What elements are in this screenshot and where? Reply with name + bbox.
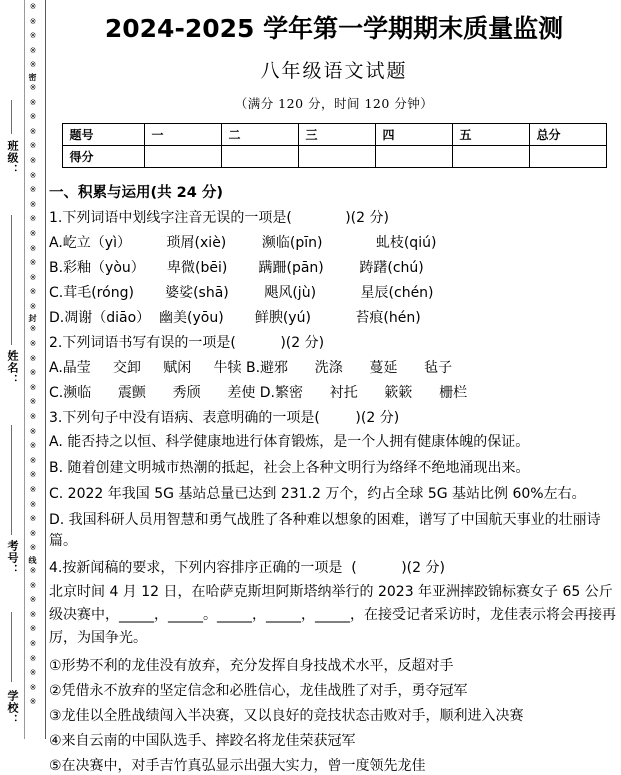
score-table-col-2: 二	[221, 124, 298, 146]
seal-mark-icon: ※	[29, 199, 37, 209]
margin-rule-3	[11, 425, 12, 535]
binding-margin	[0, 0, 46, 739]
question-2-stem: 2.下列词语书写有误的一项是( )(2 分)	[49, 335, 325, 351]
margin-rule-4	[11, 612, 12, 682]
seal-mark-icon: ※	[29, 126, 37, 136]
seal-mark-icon: ※	[29, 609, 37, 619]
score-table	[62, 123, 607, 168]
seal-mark-icon: ※	[29, 441, 37, 451]
seal-mark-icon: ※	[29, 60, 37, 70]
margin-rule-2	[11, 215, 12, 345]
question-3-option-a[interactable]: A. 能否持之以恒、科学健康地进行体育锻炼，是一个人拥有健康体魄的保证。	[49, 434, 530, 450]
score-cell-2[interactable]	[221, 146, 298, 168]
table-row-header	[62, 124, 606, 146]
seal-mark-icon: ※	[29, 45, 37, 55]
seal-mark-icon: ※	[29, 82, 37, 92]
question-1-option-a[interactable]: A.屹立（yì） 琐屑(xiè) 濒临(pīn) 虬枝(qiú)	[49, 235, 437, 251]
question-2-option-ab[interactable]: A.晶莹 交卸 赋闲 牛犊 B.避邪 洗涤 蔓延 毡子	[49, 360, 453, 376]
section-heading: 一、积累与运用(共 24 分)	[49, 185, 224, 201]
question-4-stem: 4.按新闻稿的要求，下列内容排序正确的一项是 ( )(2 分)	[49, 560, 445, 576]
seal-mark-icon: ※	[29, 514, 37, 524]
seal-mark-icon: ※	[29, 426, 37, 436]
score-table-col-3: 三	[298, 124, 375, 146]
seal-mark-icon: ※	[29, 287, 37, 297]
score-table-row-label-0: 题号	[62, 124, 144, 146]
seal-mark-icon: ※	[29, 31, 37, 41]
seal-mark-icon: ※	[29, 499, 37, 509]
seal-line-character: 密	[28, 72, 37, 81]
margin-label-examno: 考号：	[6, 540, 19, 576]
score-table-row-label-1: 得分	[62, 146, 144, 168]
margin-label-class: 班级：	[6, 140, 19, 176]
question-3-option-b[interactable]: B. 随着创建文明城市热潮的抵起，社会上各种文明行为络绎不绝地涌现出来。	[49, 460, 530, 476]
margin-divider-inner	[24, 0, 25, 739]
question-2-option-cd[interactable]: C.濒临 震颤 秀颀 差使 D.繁密 衬托 簌簌 栅栏	[49, 385, 468, 401]
seal-mark-icon: ※	[29, 97, 37, 107]
seal-mark-icon: ※	[29, 301, 37, 311]
score-table-col-4: 四	[375, 124, 452, 146]
question-4-item-3[interactable]: ③龙佳以全胜战绩闯入半决赛，又以良好的竞技状态击败对手，顺利进入决赛	[49, 708, 524, 724]
score-cell-total[interactable]	[529, 146, 606, 168]
seal-mark-icon: ※	[29, 382, 37, 392]
seal-mark-icon: ※	[29, 155, 37, 165]
seal-mark-icon: ※	[29, 668, 37, 678]
seal-mark-icon: ※	[29, 455, 37, 465]
seal-mark-icon: ※	[29, 528, 37, 538]
seal-mark-icon: ※	[29, 272, 37, 282]
margin-rule-1	[11, 100, 12, 134]
question-3-stem: 3.下列句子中没有语病、表意明确的一项是( )(2 分)	[49, 410, 400, 426]
question-1-option-c[interactable]: C.茸毛(róng) 婆娑(shā) 飓风(jù) 星辰(chén)	[49, 285, 434, 301]
score-table-col-total: 总分	[529, 124, 606, 146]
seal-mark-icon: ※	[29, 141, 37, 151]
seal-mark-icon: ※	[29, 339, 37, 349]
margin-divider-outer	[45, 0, 46, 739]
seal-line-character: 封	[28, 314, 37, 323]
seal-mark-icon: ※	[29, 397, 37, 407]
question-4-item-4[interactable]: ④来自云南的中国队选手、摔跤名将龙佳荣获冠军	[49, 733, 356, 749]
seal-mark-icon: ※	[29, 2, 37, 11]
page-title: 2024-2025 学年第一学期期末质量监测	[104, 14, 564, 43]
seal-mark-icon: ※	[29, 228, 37, 238]
seal-mark-icon: ※	[29, 258, 37, 268]
question-4-item-1[interactable]: ①形势不利的龙佳没有放弃，充分发挥自身技战术水平，反超对手	[49, 658, 454, 674]
seal-mark-icon: ※	[29, 243, 37, 253]
score-table-col-5: 五	[452, 124, 529, 146]
seal-mark-icon: ※	[29, 580, 37, 590]
seal-mark-icon: ※	[29, 543, 37, 553]
score-cell-1[interactable]	[144, 146, 221, 168]
seal-mark-icon: ※	[29, 324, 37, 334]
score-cell-4[interactable]	[375, 146, 452, 168]
score-cell-3[interactable]	[298, 146, 375, 168]
margin-label-school: 学校：	[6, 690, 19, 726]
seal-mark-icon: ※	[29, 112, 37, 122]
seal-mark-icon: ※	[29, 185, 37, 195]
seal-mark-icon: ※	[29, 697, 37, 707]
seal-mark-icon: ※	[29, 653, 37, 663]
seal-mark-icon: ※	[29, 638, 37, 648]
seal-mark-icon: ※	[29, 16, 37, 26]
score-table-col-1: 一	[144, 124, 221, 146]
question-3-option-c[interactable]: C. 2022 年我国 5G 基站总量已达到 231.2 万个，约占全球 5G 基站比例 60%左右。	[49, 486, 586, 502]
seal-mark-icon: ※	[29, 595, 37, 605]
seal-mark-icon: ※	[29, 565, 37, 575]
seal-mark-icon: ※	[29, 624, 37, 634]
margin-label-name: 姓名：	[6, 350, 19, 386]
seal-mark-icon: ※	[29, 353, 37, 363]
exam-info-note: （满分 120 分，时间 120 分钟）	[234, 96, 434, 111]
paper-content	[47, 0, 621, 774]
seal-mark-icon: ※	[29, 682, 37, 692]
table-row-scores	[62, 146, 606, 168]
question-4-item-2[interactable]: ②凭借永不放弃的坚定信念和必胜信心，龙佳战胜了对手，勇夺冠军	[49, 683, 468, 699]
student-info-labels	[0, 0, 24, 739]
seal-mark-icon: ※	[29, 214, 37, 224]
question-4-passage: 北京时间 4 月 12 日，在哈萨克斯坦阿斯塔纳举行的 2023 年亚洲摔跤锦标赛女子 65 公斤级决赛中，_____，_____。_____，_____，_____，在接受记者采访时，龙佳表示将会再接再厉，为国争光。	[49, 584, 616, 646]
subject-title: 八年级语文试题	[260, 60, 408, 82]
seal-mark-icon: ※	[29, 412, 37, 422]
seal-mark-icon: ※	[29, 485, 37, 494]
score-cell-5[interactable]	[452, 146, 529, 168]
question-4-item-5[interactable]: ⑤在决赛中，对手吉竹真弘显示出强大实力，曾一度领先龙佳	[49, 758, 426, 774]
question-1-option-d[interactable]: D.凋谢（diāo） 幽美(yōu) 鲜腴(yú) 苔痕(hén)	[49, 310, 421, 326]
question-3-option-d[interactable]: D. 我国科研人员用智慧和勇气战胜了各种难以想象的困难，谱写了中国航天事业的壮丽诗篇。	[49, 512, 601, 549]
question-1-option-b[interactable]: B.彩釉（yòu） 卑微(bēi) 蹒跚(pān) 踌躇(chú)	[49, 260, 424, 276]
seal-mark-icon: ※	[29, 170, 37, 180]
seal-mark-icon: ※	[29, 368, 37, 378]
seal-mark-icon: ※	[29, 470, 37, 480]
question-1-stem: 1.下列词语中划线字注音无误的一项是( )(2 分)	[49, 210, 389, 226]
seal-line-character: 线	[28, 555, 37, 564]
seal-line-column	[27, 0, 39, 739]
